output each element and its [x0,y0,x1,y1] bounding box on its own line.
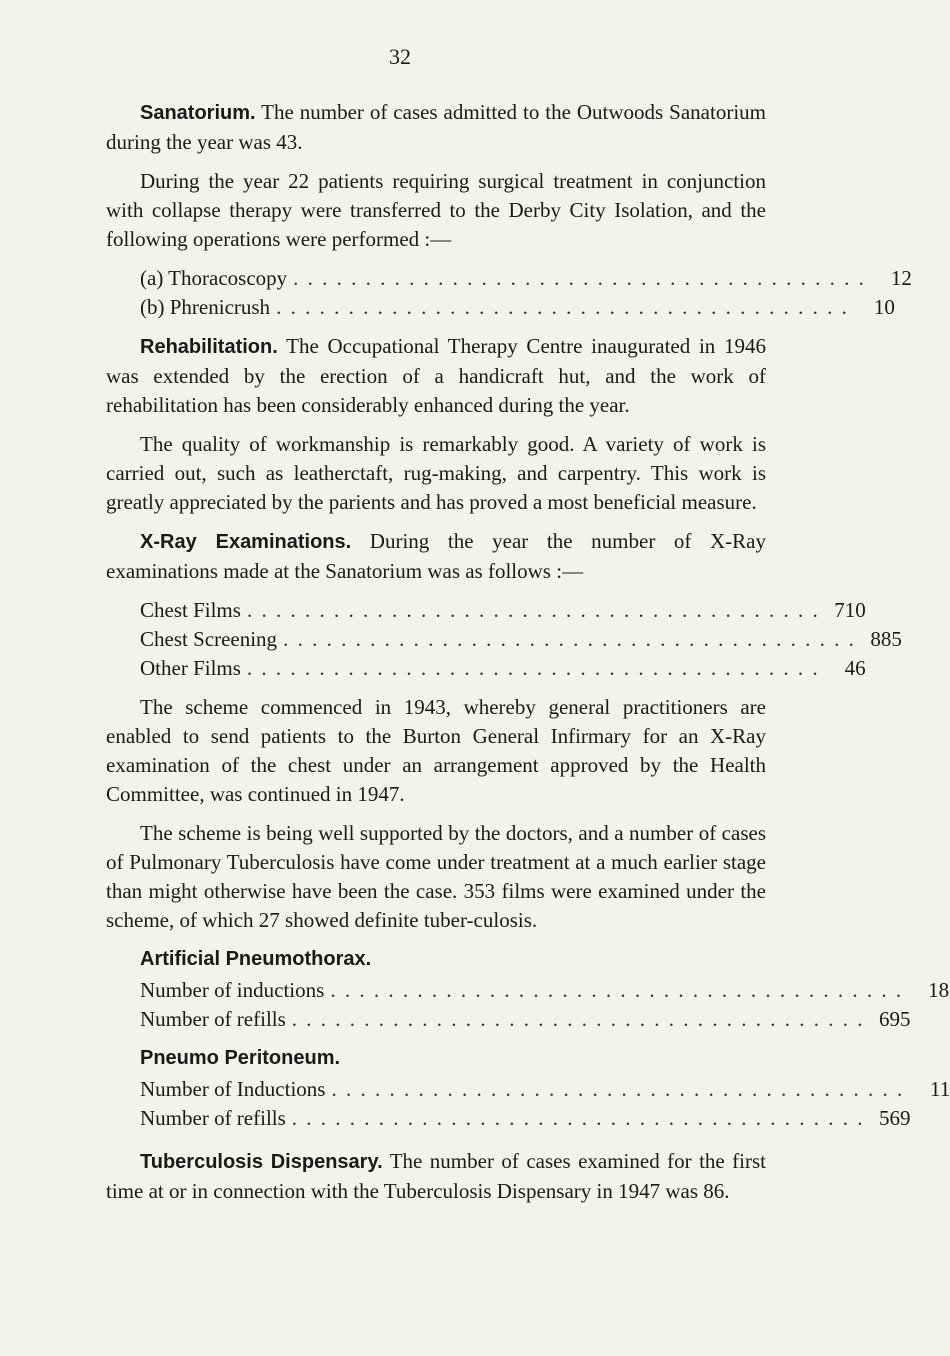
pneumo-row [140,1104,911,1133]
artificial-pneumothorax-heading: Artificial Pneumothorax. [140,948,372,970]
leader-dots: . . . . . . . . . . . . . . . . . . . . . . . . . . . . . . . . . . . . . . . . [291,1106,865,1130]
xray-value: 885 [870,627,902,651]
dispensary-text: The number of cases examined for the first time at or in connection with the Tuberculosis Dispensary in 1947 was 86. [106,1149,766,1203]
operation-row [140,264,912,293]
pneumo-peritoneum-heading: Pneumo Peritoneum. [140,1047,341,1069]
surgical-paragraph: During the year 22 patients requiring surgical treatment in conjunction with collapse therapy were transferred to the Derby City Isolation, and the following operations were performed :— [106,169,766,251]
pneumo-row [140,1075,950,1104]
leader-dots: . . . . . . . . . . . . . . . . . . . . . . . . . . . . . . . . . . . . . . . . [291,1007,865,1031]
xray-value: 46 [844,656,866,680]
sanatorium-heading: Sanatorium. [140,102,256,124]
leader-dots: . . . . . . . . . . . . . . . . . . . . . . . . . . . . . . . . . . . . . . . . [283,627,856,651]
rehabilitation-heading: Rehabilitation. [140,336,278,358]
xray-row [140,596,866,625]
leader-dots: . . . . . . . . . . . . . . . . . . . . . . . . . . . . . . . . . . . . . . . . [276,295,849,319]
dispensary-heading: Tuberculosis Dispensary. [140,1151,383,1173]
dispensary-paragraph [106,1147,766,1206]
quality-paragraph: The quality of workmanship is remarkably good. A variety of work is carried out, such as leatherctaft, rug-making, and carpentry. This work is greatly appreciated by the parients and has proved a most beneficial measure. [106,432,766,514]
pneumo-label: Number of Inductions [140,1077,326,1101]
artificial-value: 695 [879,1007,911,1031]
xray-row [140,654,866,683]
xray-text: During the year the number of X-Ray examinations made at the Sanatorium was as follows :— [106,529,766,583]
operation-value: 12 [890,266,912,290]
operation-label: (b) Phrenicrush [140,295,271,319]
rehabilitation-paragraph [106,332,766,420]
xray-value: 710 [834,598,866,622]
xray-label: Other Films [140,656,241,680]
artificial-pneumothorax-list [140,976,950,1034]
leader-dots: . . . . . . . . . . . . . . . . . . . . . . . . . . . . . . . . . . . . . . . . [331,1077,905,1101]
pneumo-label: Number of refills [140,1106,286,1130]
xray-list [140,596,902,683]
artificial-label: Number of refills [140,1007,286,1031]
pneumo-value: 11 [929,1077,950,1101]
xray-label: Chest Films [140,598,241,622]
sanatorium-text: The number of cases admitted to the Outwoods Sanatorium during the year was 43. [106,100,766,154]
operation-label: (a) Thoracoscopy [140,266,288,290]
artificial-value: 18 [928,978,950,1002]
artificial-label: Number of inductions [140,978,325,1002]
supported-paragraph: The scheme is being well supported by the doctors, and a number of cases of Pulmonary Tuberculosis have come under treatment at a much earlier stage than might otherwise have been the case. 353 films were examined under the scheme, of which 27 showed definite tuber-culosis. [106,821,766,932]
artificial-row [140,976,950,1005]
operation-value: 10 [873,295,895,319]
leader-dots: . . . . . . . . . . . . . . . . . . . . . . . . . . . . . . . . . . . . . . . . [246,598,820,622]
xray-paragraph [106,527,766,586]
body-text [106,98,950,1216]
sanatorium-paragraph [106,98,766,157]
leader-dots: . . . . . . . . . . . . . . . . . . . . . . . . . . . . . . . . . . . . . . . . [293,266,866,290]
xray-label: Chest Screening [140,627,278,651]
page-number: 32 [389,44,411,69]
operations-list [140,264,912,322]
xray-row [140,625,902,654]
rehabilitation-text: The Occupational Therapy Centre inaugurated in 1946 was extended by the erection of a handicraft hut, and the work of rehabilitation has been considerably enhanced during the year. [106,334,766,417]
pneumo-peritoneum-list [140,1075,950,1133]
artificial-row [140,1005,911,1034]
scheme-paragraph: The scheme commenced in 1943, whereby general practitioners are enabled to send patients to the Burton General Infirmary for an X-Ray examination of the chest under an arrangement approved by the Health Committee, was continued in 1947. [106,695,766,806]
xray-heading: X-Ray Examinations. [140,531,352,553]
leader-dots: . . . . . . . . . . . . . . . . . . . . . . . . . . . . . . . . . . . . . . . . [330,978,904,1002]
leader-dots: . . . . . . . . . . . . . . . . . . . . . . . . . . . . . . . . . . . . . . . . [246,656,820,680]
pneumo-value: 569 [879,1106,911,1130]
operation-row [140,293,895,322]
